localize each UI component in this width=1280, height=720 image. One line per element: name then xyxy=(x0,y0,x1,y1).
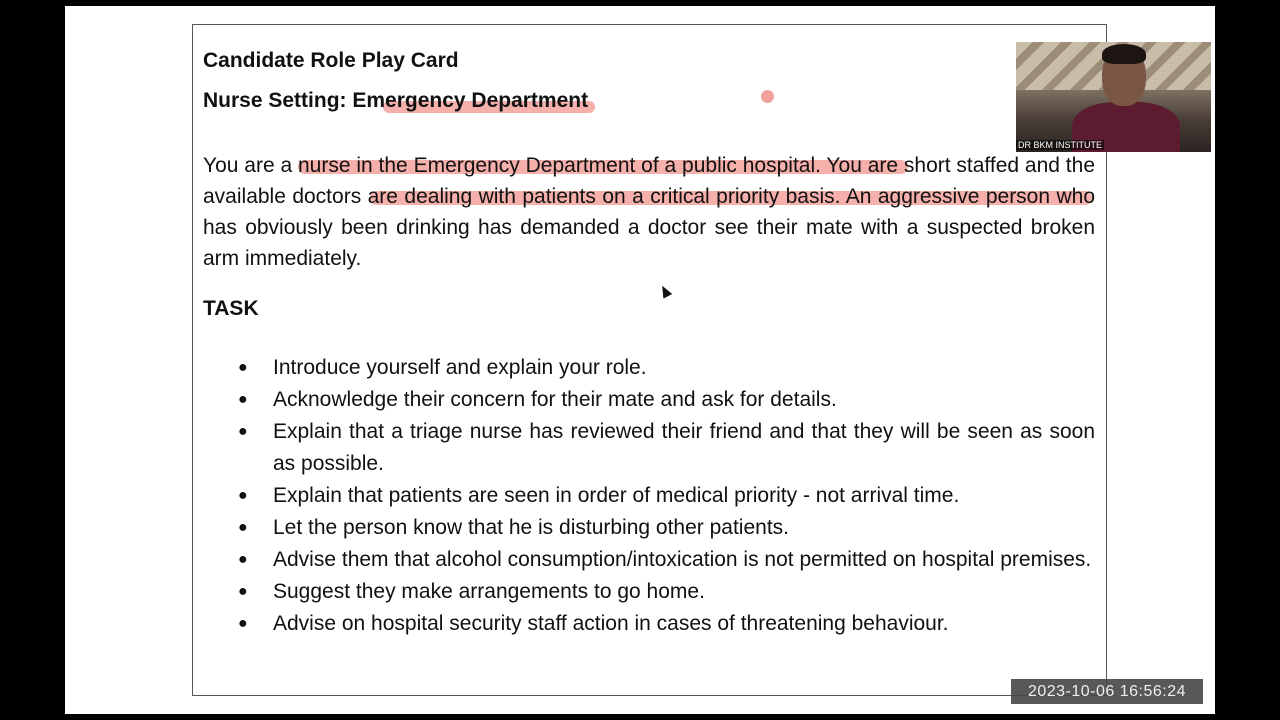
task-text: Let the person know that he is disturbing other patients. xyxy=(273,515,789,539)
annotation-dot xyxy=(761,90,774,103)
bullet-dot-icon: ● xyxy=(238,391,248,408)
card-title: Candidate Role Play Card xyxy=(203,49,459,72)
task-text: Suggest they make arrangements to go home. xyxy=(273,579,705,603)
bullet-dot-icon: ● xyxy=(238,423,248,440)
task-text: Acknowledge their concern for their mate and ask for details. xyxy=(273,388,837,411)
task-text: Explain that patients are seen in order of medical priority - not arrival time. xyxy=(273,483,960,507)
card-subtitle: Nurse Setting: Emergency Department xyxy=(203,89,589,112)
recording-timestamp: 2023-10-06 16:56:24 xyxy=(1011,679,1203,704)
presenter-webcam[interactable] xyxy=(1016,42,1211,152)
task-text: Advise them that alcohol consumption/intoxication is not permitted on hospital premises. xyxy=(273,547,1092,571)
task-item xyxy=(238,512,1095,544)
task-item xyxy=(238,416,1095,479)
scenario-text: You are a nurse in the Emergency Department of a public hospital. You are short staffed and the available doctors are dealing with patients on a critical priority basis. An aggressive person who has obviously been drinking has demanded a doctor see their mate with a suspected broken arm immediately. xyxy=(203,154,1095,270)
webcam-label: DR BKM INSTITUTE xyxy=(1018,140,1103,150)
task-item xyxy=(238,384,1095,416)
bullet-dot-icon: ● xyxy=(238,359,248,376)
task-text: Introduce yourself and explain your role. xyxy=(273,356,647,379)
bullet-dot-icon: ● xyxy=(238,486,248,504)
task-text: Advise on hospital security staff action in cases of threatening behaviour. xyxy=(273,611,949,635)
task-item xyxy=(238,576,1095,608)
task-heading: TASK xyxy=(203,297,259,320)
bullet-dot-icon: ● xyxy=(238,582,248,600)
task-item xyxy=(238,608,1095,640)
bullet-dot-icon: ● xyxy=(238,550,248,568)
task-text: Explain that a triage nurse has reviewed their friend and that they will be seen as soon as possible. xyxy=(273,420,1095,475)
task-item xyxy=(238,480,1095,512)
task-item xyxy=(238,544,1095,576)
bullet-dot-icon: ● xyxy=(238,518,248,536)
task-list xyxy=(238,352,1095,640)
presenter-hair xyxy=(1102,44,1146,64)
task-item xyxy=(238,352,1095,384)
bullet-dot-icon: ● xyxy=(238,614,248,632)
